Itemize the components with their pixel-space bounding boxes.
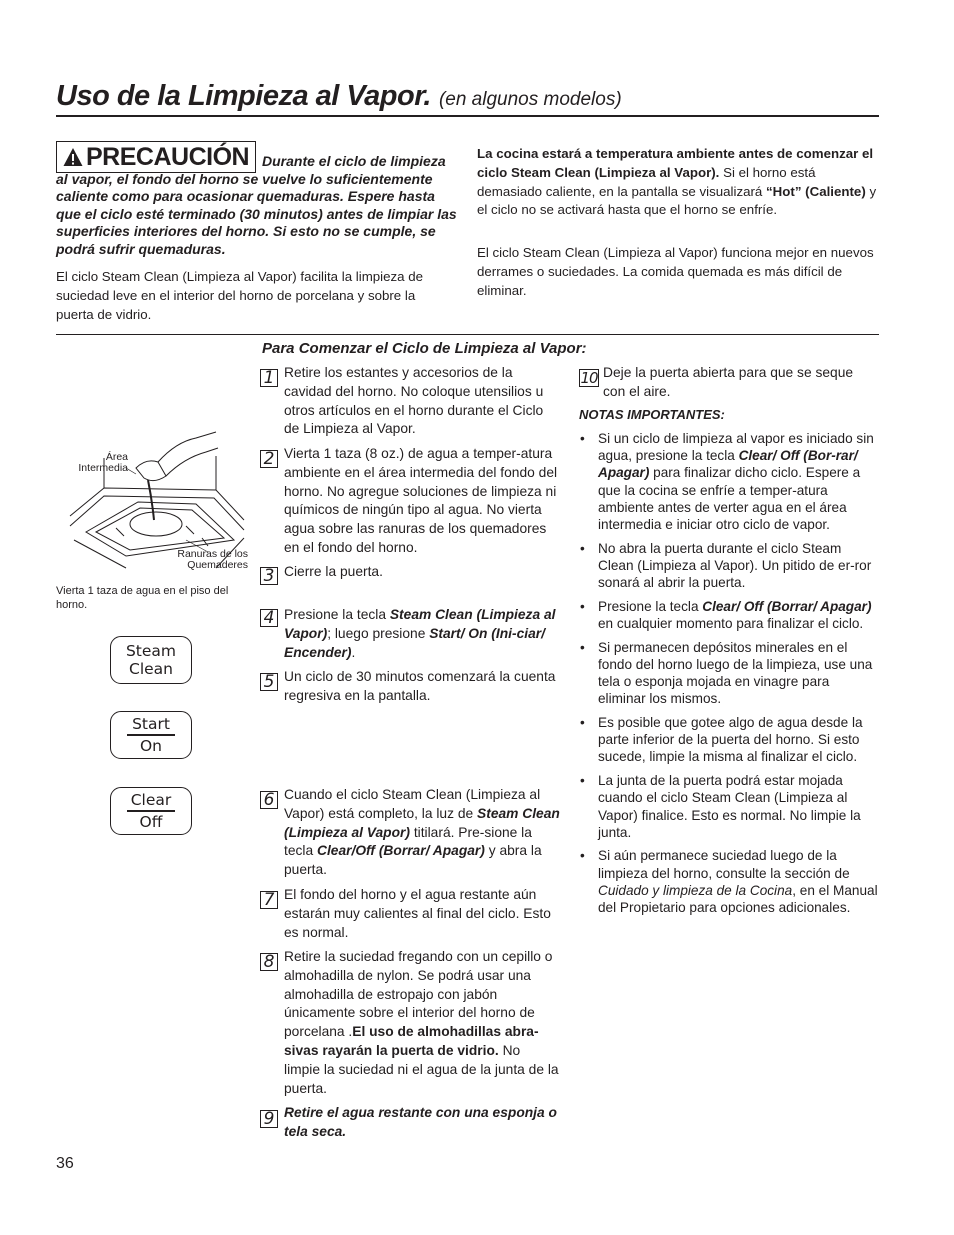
step-text: Cuando el ciclo Steam Clean (Limpieza al Vapor) está completo, la luz de Steam Clean (Limpieza al Vapor) titilará. Pre-sione la tecla Clear/Off (Borrar/ Apagar) y abra la puerta.: [284, 787, 560, 878]
page-subtitle: (en algunos modelos): [438, 89, 622, 110]
figure-label-burners: Ranuras de los Quemaderes: [177, 548, 248, 571]
page-title: Uso de la Limpieza al Vapor. (en algunos modelos): [56, 80, 622, 112]
step-number: 8: [260, 953, 278, 971]
warning-label: PRECAUCIÓN: [86, 142, 250, 171]
step-text: Retire la suciedad fregando con un cepillo o almohadilla de nylon. Se podrá usar una almohadilla de estropajo con jabón únicamente sobre el interior del horno de porcelana .El uso de almohadillas abra-sivas rayarán la puerta de vidrio. No limpie la suciedad ni el agua de la junta de la puerta.: [284, 949, 559, 1096]
step-number: 10: [580, 369, 598, 387]
notes-list: [579, 430, 879, 923]
start-on-key: Start On: [110, 711, 192, 759]
step-number: 7: [260, 891, 278, 909]
figure-caption: Vierta 1 taza de agua en el piso del horno.: [56, 585, 229, 611]
intro-text: El ciclo Steam Clean (Limpieza al Vapor) facilita la limpieza de suciedad leve en el interior del horno de porcelana y sobre la puerta de vidrio.: [56, 269, 424, 322]
step-number: 4: [260, 609, 278, 627]
step-text: Presione la tecla Steam Clean (Limpieza al Vapor); luego presione Start/ On (Ini-ciar/ Encender).: [284, 607, 556, 660]
clear-off-key: Clear Off: [110, 787, 192, 835]
step-number: 3: [260, 567, 278, 585]
page-number: 36: [56, 1155, 74, 1172]
step-number: 5: [260, 673, 278, 691]
step-text: Retire los estantes y accesorios de la cavidad del horno. No coloque utensilios u otros artículos en el horno durante el Ciclo de Limpieza al Vapor.: [284, 365, 544, 437]
step-number: 1: [260, 369, 278, 387]
section-rule: [56, 334, 879, 335]
right-intro-paragraph-2: El ciclo Steam Clean (Limpieza al Vapor) funciona mejor en nuevos derrames o suciedades. La comida quemada es más difícil de eliminar.: [477, 245, 874, 298]
note-item: • La junta de la puerta podrá estar mojada cuando el ciclo Steam Clean (Limpieza al Vapor) finalice. Esto es normal. No limpie la junta.: [579, 772, 879, 841]
note-item: • Presione la tecla Clear/ Off (Borrar/ Apagar) en cualquier momento para finalizar el ciclo.: [579, 598, 879, 632]
note-item: • Si aún permanece suciedad luego de la limpieza del horno, consulte la sección de Cuidado y limpieza de la Cocina, en el Manual del Propietario para opciones adicionales.: [579, 847, 879, 916]
figure-label-area: Área Intermedia: [78, 451, 128, 474]
step-number: 6: [260, 791, 278, 809]
step-number: 2: [260, 450, 278, 468]
notes-heading: NOTAS IMPORTANTES:: [579, 407, 725, 422]
note-item: • Si un ciclo de limpieza al vapor es iniciado sin agua, presione la tecla Clear/ Off (Bor-rar/ Apagar) para finalizar dicho ciclo. Espere a que la cocina se enfríe a temper-atura ambiente antes de verter agua en el área intermedia e iniciar otro ciclo de vapor.: [579, 430, 879, 533]
right-intro-paragraph: La cocina estará a temperatura ambiente antes de comenzar el ciclo Steam Clean (Limpieza al Vapor). Si el horno está demasiado caliente, en la pantalla se visualizará “Hot” (Caliente) y el ciclo no se activará hasta que el horno se enfríe.: [477, 146, 877, 218]
section-heading: Para Comenzar el Ciclo de Limpieza al Vapor:: [262, 340, 587, 357]
step-text: Retire el agua restante con una esponja o tela seca.: [284, 1105, 557, 1139]
note-item: • Si permanecen depósitos minerales en el fondo del horno luego de la limpieza, use una tela o esponja mojada en vinagre para eliminar los mismos.: [579, 639, 879, 708]
step-text: El fondo del horno y el agua restante aún estarán muy calientes al final del ciclo. Esto es normal.: [284, 887, 551, 940]
step-text: Cierre la puerta.: [284, 564, 383, 579]
step-text: Deje la puerta abierta para que se seque con el aire.: [603, 365, 854, 399]
step-number: 9: [260, 1110, 278, 1128]
step-text: Un ciclo de 30 minutos comenzará la cuenta regresiva en la pantalla.: [284, 669, 556, 703]
note-item: • No abra la puerta durante el ciclo Steam Clean (Limpieza al Vapor). Un pitido de er-ror sonará al abrir la puerta.: [579, 540, 879, 592]
step-text: Vierta 1 taza (8 oz.) de agua a temper-atura ambiente en el área intermedia del fondo del horno. No agregue soluciones de limpieza ni químicos de ningún tipo al agua. No vierta agua sobre las ranuras de los quemadores en el fondo del horno.: [284, 446, 558, 555]
warning-text: Durante el ciclo de limpieza al vapor, el fondo del horno se vuelve lo suficientemente caliente como para ocasionar quemaduras. Espere hasta que el ciclo esté terminado (30 minutos) antes de limpiar las superficies interiores del horno. Si esto no se cumple, se podrá sufrir quemaduras.: [56, 153, 457, 257]
title-rule: [56, 115, 879, 117]
note-item: • Es posible que gotee algo de agua desde la parte inferior de la puerta del horno. Si esto sucede, limpie la misma al finalizar el ciclo.: [579, 714, 879, 766]
steam-clean-key: Steam Clean: [110, 636, 192, 684]
